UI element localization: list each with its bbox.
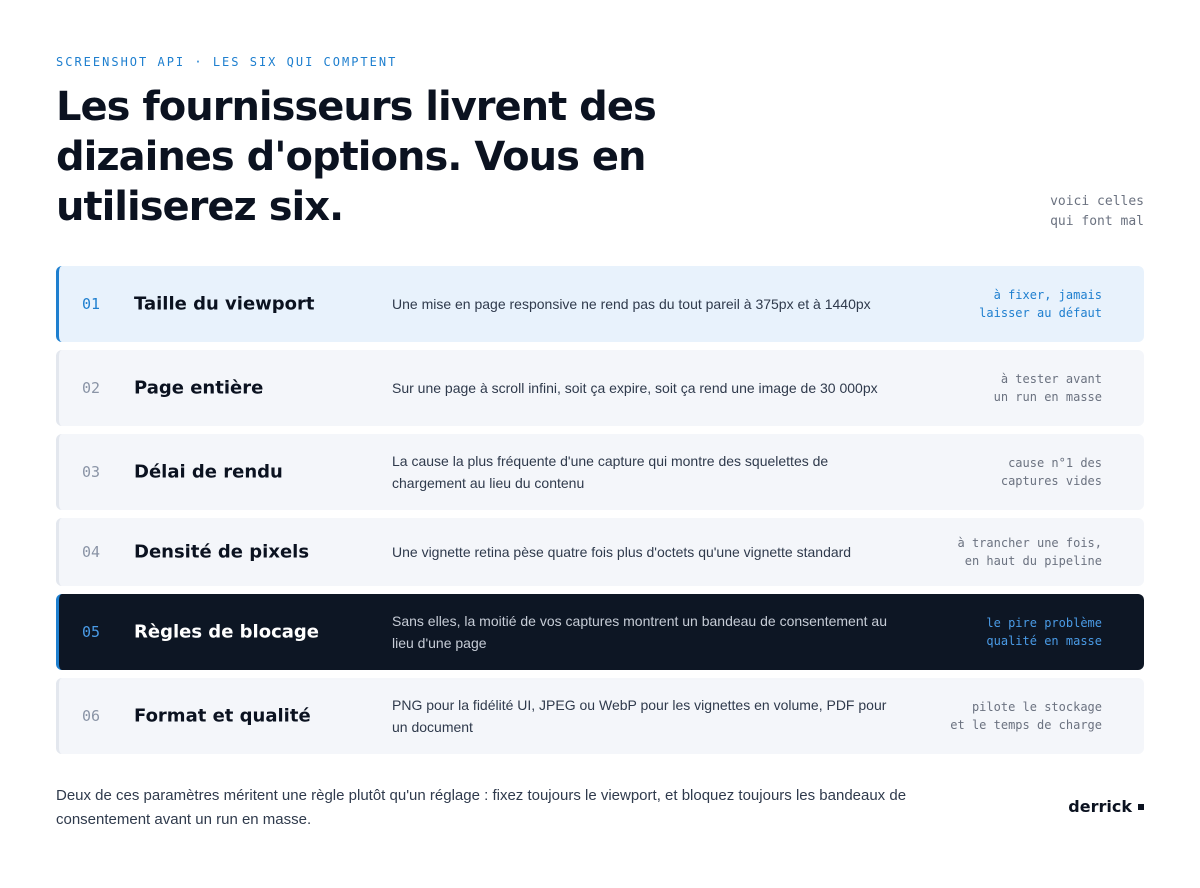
option-description: Sans elles, la moitié de vos captures montrent un bandeau de consentement au lieu d'une page [392, 613, 887, 651]
option-name: Délai de rendu [134, 461, 283, 483]
option-number: 06 [82, 707, 101, 725]
brand-logo [1068, 797, 1144, 816]
option-row-viewport [56, 266, 1144, 342]
option-name: Page entière [134, 377, 264, 399]
option-description: Sur une page à scroll infini, soit ça expire, soit ça rend une image de 30 000px [392, 380, 878, 396]
option-tag: cause n°1 des captures vides [1000, 456, 1102, 488]
option-name: Taille du viewport [134, 293, 315, 315]
side-note: voici celles qui font mal [1050, 194, 1144, 229]
option-row-render-delay [56, 434, 1144, 510]
option-number: 02 [82, 379, 101, 397]
option-number: 03 [82, 463, 101, 481]
option-description: PNG pour la fidélité UI, JPEG ou WebP pour les vignettes en volume, PDF pour un document [392, 697, 887, 735]
option-number: 04 [82, 543, 101, 561]
option-description: La cause la plus fréquente d'une capture qui montre des squelettes de chargement au lieu du contenu [392, 453, 829, 491]
option-number: 01 [82, 295, 101, 313]
option-name: Règles de blocage [134, 621, 320, 643]
option-name: Densité de pixels [134, 541, 310, 563]
option-description: Une vignette retina pèse quatre fois plus d'octets qu'une vignette standard [392, 544, 852, 560]
option-row-blocking-rules [56, 594, 1144, 670]
square-icon [1138, 804, 1144, 810]
brand-name: derrick [1068, 797, 1132, 816]
eyebrow-label: SCREENSHOT API · LES SIX QUI COMPTENT [56, 55, 398, 69]
option-tag: à tester avant un run en masse [993, 372, 1102, 404]
options-list [56, 266, 1144, 762]
option-tag: à fixer, jamais laisser au défaut [979, 288, 1102, 320]
option-row-pixel-density [56, 518, 1144, 586]
option-row-full-page [56, 350, 1144, 426]
option-name: Format et qualité [134, 705, 311, 727]
option-number: 05 [82, 623, 101, 641]
option-tag: à trancher une fois, en haut du pipeline [957, 536, 1102, 568]
option-row-format-quality [56, 678, 1144, 754]
page-title: Les fournisseurs livrent des dizaines d'options. Vous en utiliserez six. [56, 84, 656, 230]
option-description: Une mise en page responsive ne rend pas du tout pareil à 375px et à 1440px [392, 296, 871, 312]
footer-summary: Deux de ces paramètres méritent une règle plutôt qu'un réglage : fixez toujours le viewport, et bloquez toujours les bandeaux de consentement avant un run en masse. [56, 787, 907, 828]
option-tag: pilote le stockage et le temps de charge [950, 700, 1102, 732]
option-tag: le pire problème qualité en masse [986, 616, 1102, 648]
